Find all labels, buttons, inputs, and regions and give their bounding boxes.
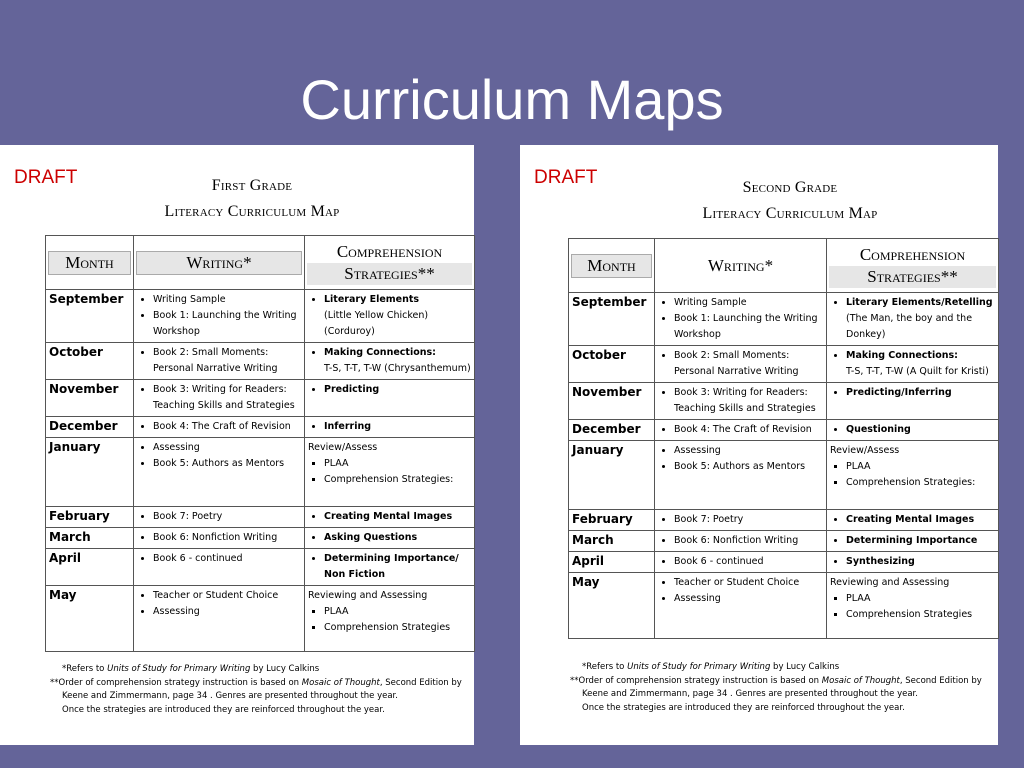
table-row (46, 549, 475, 586)
doc-title (580, 175, 1000, 227)
month-cell: December (569, 420, 655, 441)
writing-cell: • Book 2: Small Moments: Personal Narrative Writing (134, 343, 305, 380)
comprehension-cell: • Predicting/Inferring (827, 383, 999, 420)
table-row (46, 343, 475, 380)
comprehension-cell: • Creating Mental Images (305, 507, 475, 528)
month-cell: September (46, 290, 134, 343)
doc-title-line2: Literacy Curriculum Map (164, 203, 340, 220)
writing-cell: • Teacher or Student Choice • Assessing (134, 586, 305, 652)
month-cell: February (569, 510, 655, 531)
header-comprehension: Comprehension Strategies** (305, 236, 475, 290)
writing-cell: • Teacher or Student Choice • Assessing (655, 573, 827, 639)
writing-cell: • Writing Sample • Book 1: Launching the Writing Workshop (655, 293, 827, 346)
footnote-3: Keene and Zimmermann, page 34 . Genres are presented throughout the year. (62, 691, 398, 701)
writing-cell: • Book 3: Writing for Readers: Teaching Skills and Strategies (134, 380, 305, 417)
table-row (569, 573, 999, 639)
writing-cell: • Book 6: Nonfiction Writing (655, 531, 827, 552)
writing-cell: • Book 4: The Craft of Revision (655, 420, 827, 441)
writing-cell: • Writing Sample • Book 1: Launching the Writing Workshop (134, 290, 305, 343)
table-row (46, 438, 475, 507)
doc-title-line1: Second Grade (742, 179, 838, 196)
comprehension-cell: • Literary Elements/Retelling (The Man, the boy and the Donkey) (827, 293, 999, 346)
writing-cell: • Assessing • Book 5: Authors as Mentors (655, 441, 827, 510)
writing-cell: • Assessing • Book 5: Authors as Mentors (134, 438, 305, 507)
table-row (569, 293, 999, 346)
month-cell: April (569, 552, 655, 573)
writing-cell: • Book 7: Poetry (655, 510, 827, 531)
footnote-3: Keene and Zimmermann, page 34 . Genres are presented throughout the year. (582, 689, 918, 699)
table-row (46, 417, 475, 438)
footnote-2: **Order of comprehension strategy instruction is based on Mosaic of Thought, Second Edition by (570, 675, 982, 686)
month-cell: May (569, 573, 655, 639)
footnote-1: *Refers to Units of Study for Primary Writing by Lucy Calkins (62, 664, 320, 674)
footnotes (570, 661, 995, 715)
month-cell: September (569, 293, 655, 346)
table-row (46, 586, 475, 652)
header-month: Month (46, 236, 134, 290)
second-grade-map (520, 145, 998, 745)
comprehension-cell: • Questioning (827, 420, 999, 441)
writing-cell: • Book 4: The Craft of Revision (134, 417, 305, 438)
comprehension-cell: • Making Connections: T-S, T-T, T-W (Chrysanthemum) (305, 343, 475, 380)
header-writing: Writing* (134, 236, 305, 290)
comprehension-cell: • Determining Importance (827, 531, 999, 552)
writing-cell: • Book 6 - continued (134, 549, 305, 586)
comprehension-cell: Reviewing and Assessing ▪ PLAA ▪ Comprehension Strategies (827, 573, 999, 639)
table-row (46, 290, 475, 343)
month-cell: November (569, 383, 655, 420)
comprehension-cell: • Creating Mental Images (827, 510, 999, 531)
comprehension-cell: Review/Assess ▪ PLAA ▪ Comprehension Strategies: (827, 441, 999, 510)
month-cell: November (46, 380, 134, 417)
comprehension-cell: • Predicting (305, 380, 475, 417)
curriculum-table (568, 238, 999, 639)
table-row (569, 346, 999, 383)
header-comprehension: Comprehension Strategies** (827, 239, 999, 293)
table-row (569, 441, 999, 510)
table-row (46, 507, 475, 528)
month-cell: February (46, 507, 134, 528)
month-cell: April (46, 549, 134, 586)
footnote-4: Once the strategies are introduced they are reinforced throughout the year. (582, 702, 905, 713)
draft-label: DRAFT (14, 167, 78, 188)
writing-cell: • Book 6: Nonfiction Writing (134, 528, 305, 549)
writing-cell: • Book 2: Small Moments: Personal Narrative Writing (655, 346, 827, 383)
slide-title: Curriculum Maps (300, 68, 724, 131)
month-cell: October (46, 343, 134, 380)
table-row (569, 510, 999, 531)
table-row (46, 380, 475, 417)
writing-cell: • Book 3: Writing for Readers: Teaching Skills and Strategies (655, 383, 827, 420)
comprehension-cell: • Literary Elements (Little Yellow Chicken) (Corduroy) (305, 290, 475, 343)
footnote-4: Once the strategies are introduced they are reinforced throughout the year. (62, 704, 385, 715)
draft-label: DRAFT (534, 167, 598, 188)
header-writing: Writing* (655, 239, 827, 293)
comprehension-cell: • Synthesizing (827, 552, 999, 573)
header-row (569, 239, 999, 293)
comprehension-cell: • Determining Importance/ Non Fiction (305, 549, 475, 586)
table-row (46, 528, 475, 549)
footnote-2: **Order of comprehension strategy instruction is based on Mosaic of Thought, Second Edition by (50, 677, 462, 688)
month-cell: December (46, 417, 134, 438)
footnote-1: *Refers to Units of Study for Primary Writing by Lucy Calkins (582, 662, 840, 672)
doc-title-line1: First Grade (211, 177, 293, 194)
doc-title (40, 173, 464, 225)
comprehension-cell: • Making Connections: T-S, T-T, T-W (A Quilt for Kristi) (827, 346, 999, 383)
comprehension-cell: • Asking Questions (305, 528, 475, 549)
month-cell: October (569, 346, 655, 383)
table-row (569, 383, 999, 420)
header-month: Month (569, 239, 655, 293)
table-row (569, 552, 999, 573)
comprehension-cell: • Inferring (305, 417, 475, 438)
doc-title-line2: Literacy Curriculum Map (702, 205, 878, 222)
header-row (46, 236, 475, 290)
month-cell: March (569, 531, 655, 552)
first-grade-map (0, 145, 474, 745)
table-row (569, 420, 999, 441)
month-cell: May (46, 586, 134, 652)
month-cell: January (46, 438, 134, 507)
writing-cell: • Book 6 - continued (655, 552, 827, 573)
comprehension-cell: Review/Assess ▪ PLAA ▪ Comprehension Strategies: (305, 438, 475, 507)
table-row (569, 531, 999, 552)
curriculum-table (45, 235, 475, 652)
writing-cell: • Book 7: Poetry (134, 507, 305, 528)
month-cell: March (46, 528, 134, 549)
footnotes (50, 663, 470, 717)
comprehension-cell: Reviewing and Assessing ▪ PLAA ▪ Comprehension Strategies (305, 586, 475, 652)
month-cell: January (569, 441, 655, 510)
